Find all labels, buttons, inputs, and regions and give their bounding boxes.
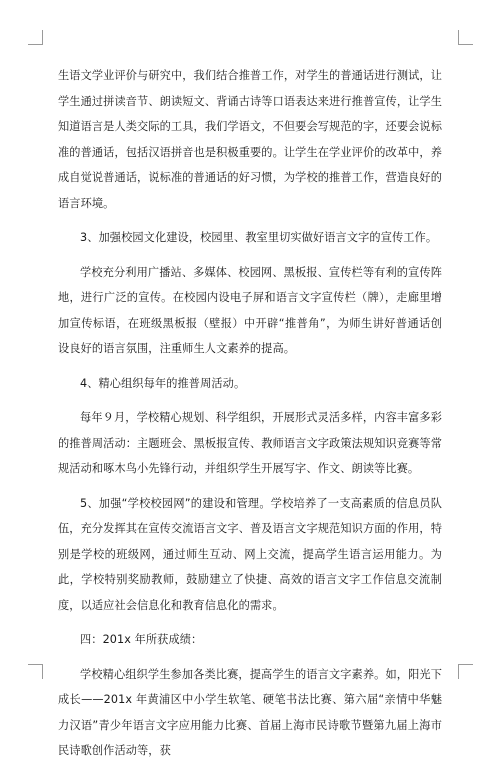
paragraph-september-activities: 每年９月，学校精心规划、科学组织，开展形式灵活多样，内容丰富多彩的推普周活动：主题班会、黑板报宣传、教师语言文字政策法规知识竞赛等常规活动和啄木鸟小先锋行动，并组织学生开展写字、作文、朗读等比赛。 <box>58 411 442 475</box>
crop-mark-bottom-right <box>458 664 473 679</box>
heading-promotion-week: 4、精心组织每年的推普周活动。 <box>80 376 246 390</box>
crop-mark-top-left <box>28 30 43 45</box>
crop-mark-top-right <box>458 30 473 45</box>
heading-achievements: 四：201x 年所获成绩： <box>80 633 203 646</box>
paragraph-competitions: 学校精心组织学生参加各类比赛，提高学生的语言文字素养。如，阳光下成长——201x 年黄浦区中小学生软笔、硬笔书法比赛、第六届“亲情中华魅力汉语”青少年语言文字应用能力比赛、首届上海市民诗歌节暨第九届上海市民诗歌创作活动等，获 <box>58 667 442 757</box>
document-body <box>58 63 442 773</box>
heading-campus-culture: 3、加强校园文化建设，校园里、教室里切实做好语言文字的宣传工作。 <box>80 231 438 244</box>
paragraph-campus-network: 5、加强“学校校园网”的建设和管理。学校培养了一支高素质的信息员队伍，充分发挥其在宣传交流语言文字、普及语言文字规范知识方面的作用，特别是学校的班级网，通过师生互动、网上交流，提高学生语言运用能力。为此，学校特别奖励教师，鼓励建立了快捷、高效的语言文字工作信息交流制度，以适应社会信息化和教育信息化的需求。 <box>58 496 442 612</box>
paragraph-speech-assessment: 生语文学业评价与研究中，我们结合推普工作，对学生的普通话进行测试，让学生通过拼读音节、朗读短文、背诵古诗等口语表达来进行推普宣传，让学生知道语言是人类交际的工具，我们学语文，不但要会写规范的字，还要会说标准的普通话，包括汉语拼音也是积极重要的。让学生在学业评价的改革中，养成自觉说普通话，说标准的普通话的好习惯，为学校的推普工作，营造良好的语言环境。 <box>58 69 442 210</box>
paragraph-publicity: 学校充分利用广播站、多媒体、校园网、黑板报、宣传栏等有利的宣传阵地，进行广泛的宣传。在校园内设电子屏和语言文字宣传栏（牌），走廊里增加宣传标语，在班级黑板报（壁报）中开辟“推普角”，为师生讲好普通话创设良好的语言氛围，注重师生人文素养的提高。 <box>58 265 442 355</box>
crop-mark-bottom-left <box>28 664 43 679</box>
